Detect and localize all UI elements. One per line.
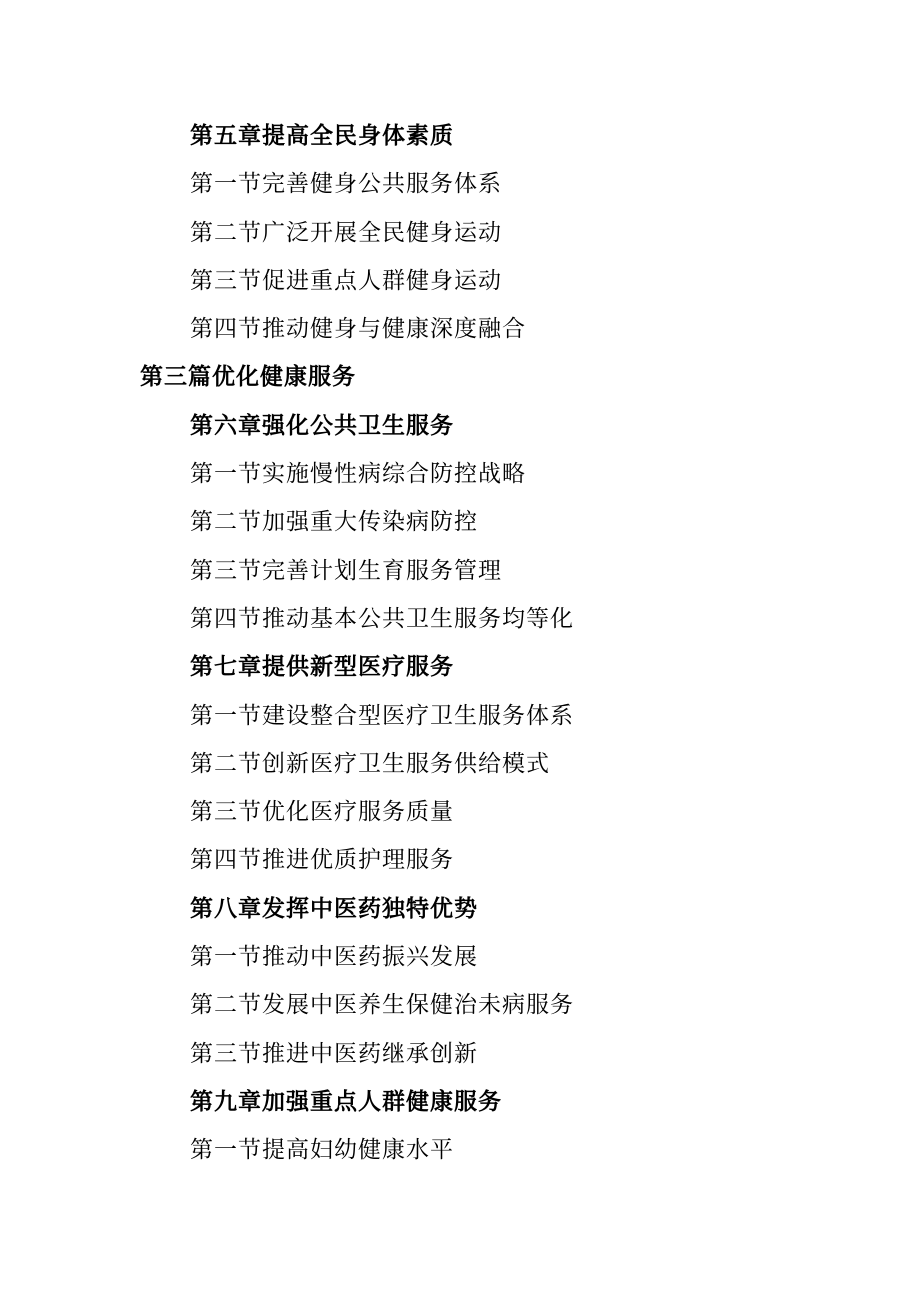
toc-section: 第二节加强重大传染病防控 — [190, 509, 478, 536]
toc-section: 第一节推动中医药振兴发展 — [190, 944, 478, 971]
toc-section: 第一节建设整合型医疗卫生服务体系 — [190, 702, 574, 729]
toc-chapter: 第七章提供新型医疗服务 — [190, 654, 454, 681]
toc-section: 第三节促进重点人群健身运动 — [190, 267, 502, 294]
toc-chapter: 第八章发挥中医药独特优势 — [190, 895, 478, 922]
toc-section: 第一节完善健身公共服务体系 — [190, 171, 502, 198]
toc-chapter: 第六章强化公共卫生服务 — [190, 412, 454, 439]
toc-section: 第四节推动健身与健康深度融合 — [190, 316, 526, 343]
toc-chapter: 第五章提高全民身体素质 — [190, 123, 454, 149]
toc-part: 第三篇优化健康服务 — [140, 364, 356, 391]
toc-section: 第二节创新医疗卫生服务供给模式 — [190, 750, 550, 777]
toc-section: 第四节推进优质护理服务 — [190, 847, 454, 874]
toc-section: 第三节完善计划生育服务管理 — [190, 557, 502, 584]
toc-section: 第三节优化医疗服务质量 — [190, 799, 454, 826]
toc-section: 第二节广泛开展全民健身运动 — [190, 219, 502, 246]
toc-section: 第二节发展中医养生保健治未病服务 — [190, 992, 574, 1019]
toc-section: 第一节提高妇幼健康水平 — [190, 1137, 454, 1164]
toc-section: 第四节推动基本公共卫生服务均等化 — [190, 605, 574, 632]
toc-section: 第三节推进中医药继承创新 — [190, 1040, 478, 1067]
toc-section: 第一节实施慢性病综合防控战略 — [190, 461, 526, 488]
table-of-contents — [0, 112, 920, 1175]
toc-chapter: 第九章加强重点人群健康服务 — [190, 1088, 502, 1115]
